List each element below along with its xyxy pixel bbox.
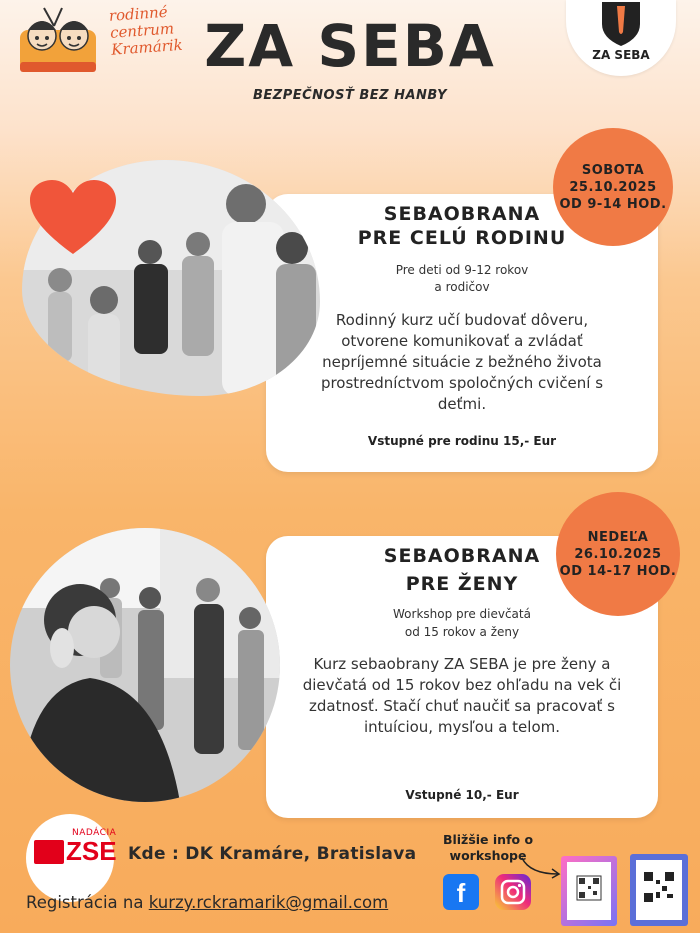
event2-date-badge: [556, 492, 680, 616]
event-title-line2: PRE CELÚ RODINU: [357, 227, 567, 249]
instagram-icon[interactable]: [495, 874, 531, 910]
event2-date: 26.10.2025: [574, 546, 662, 562]
more-info-line1: Bližšie info o: [442, 832, 534, 847]
event-audience-line1: Workshop pre dievčatá: [393, 607, 531, 621]
registration-label: Registrácia na: [26, 893, 144, 912]
shield-icon: [600, 2, 642, 46]
za-seba-logo: [566, 0, 676, 76]
event2-day: NEDEĽA: [587, 529, 649, 545]
event-title-line1: SEBAOBRANA: [383, 203, 541, 225]
women-photo: [10, 528, 280, 802]
more-info-line2: workshope: [449, 848, 527, 863]
zse-label: ZSE: [66, 836, 117, 866]
bus-children-icon: [14, 2, 110, 80]
registration-line: [26, 893, 388, 912]
event2-time: OD 14-17 HOD.: [559, 563, 677, 579]
event-description: Kurz sebaobrany ZA SEBA je pre ženy a dievčatá od 15 rokov bez ohľadu na vek či zdatnosť. Stačí chuť naučiť sa pracovať s intuíciou, mysľou a telom.: [302, 655, 622, 736]
nadacia-zse-logo: [26, 814, 117, 902]
event-audience-line2: od 15 rokov a ženy: [404, 625, 520, 639]
qr-code-icon: [567, 862, 611, 920]
event1-time: OD 9-14 HOD.: [559, 196, 667, 212]
zse-mark-icon: [34, 840, 64, 864]
event-description: Rodinný kurz učí budovať dôveru, otvorene komunikovať a zvládať nepríjemné situácie z bežného života prostredníctvom spoločných cvičení s deťmi.: [320, 311, 604, 413]
event-price: Vstupné pre rodinu 15,- Eur: [367, 434, 557, 448]
event1-date: 25.10.2025: [569, 179, 657, 195]
qr-code-icon: [636, 860, 682, 920]
event1-day: SOBOTA: [581, 162, 645, 178]
za-seba-logo-text: ZA SEBA: [592, 48, 650, 62]
event-title-line1: SEBAOBRANA: [383, 545, 541, 567]
event-title-line2: PRE ŽENY: [405, 573, 519, 595]
heart-icon: [30, 180, 116, 256]
page-title: ZA SEBA: [204, 12, 496, 80]
page-subtitle: BEZPEČNOSŤ BEZ HANBY: [252, 88, 448, 103]
registration-email-link[interactable]: kurzy.rckramarik@gmail.com: [148, 893, 389, 912]
rc-kramarik-qr-code[interactable]: [630, 854, 688, 926]
women-photo-illustration: [10, 528, 280, 802]
event-price: Vstupné 10,- Eur: [405, 788, 519, 802]
rodinne-centrum-text: rodinné centrum Kramárik: [108, 2, 184, 59]
event1-date-badge: [553, 128, 673, 246]
nadacia-label: NADÁCIA: [72, 828, 117, 838]
location-text: Kde : DK Kramáre, Bratislava: [128, 844, 417, 864]
event-audience-line1: Pre deti od 9-12 rokov: [395, 263, 529, 277]
instagram-qr-code[interactable]: [561, 856, 617, 926]
event-audience-line2: a rodičov: [434, 280, 490, 294]
facebook-icon[interactable]: f: [443, 874, 479, 910]
